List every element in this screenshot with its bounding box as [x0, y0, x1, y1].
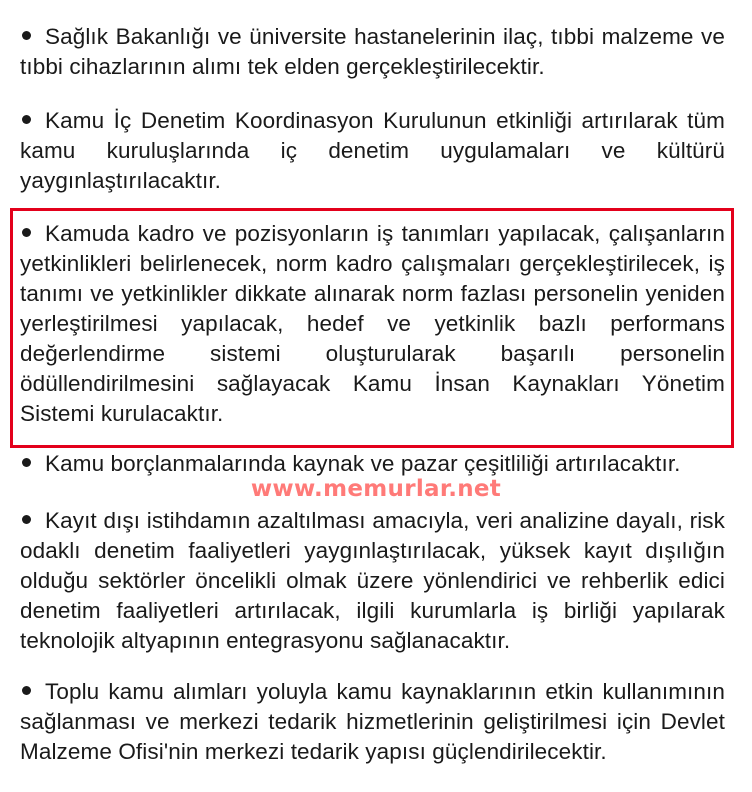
watermark: www.memurlar.net [250, 476, 502, 502]
bullet-dot [22, 228, 31, 237]
bullet-dot [22, 31, 31, 40]
bullet-dot [22, 515, 31, 524]
bullet-paragraph-5 [20, 506, 725, 656]
paragraph-text: Toplu kamu alımları yoluyla kamu kaynaklarının etkin kullanımının sağlanması ve merkezi tedarik hizmetlerinin geliştirilmesi için Devlet Malzeme Ofisi'nin merkezi tedarik yapısı güçlendirilecektir. [20, 679, 725, 764]
bullet-paragraph-4 [20, 449, 725, 479]
paragraph-text: Sağlık Bakanlığı ve üniversite hastanelerinin ilaç, tıbbi malzeme ve tıbbi cihazlarının alımı tek elden gerçekleştirilecektir. [20, 24, 725, 79]
bullet-paragraph-2 [20, 106, 725, 196]
bullet-dot [22, 686, 31, 695]
paragraph-text: Kayıt dışı istihdamın azaltılması amacıyla, veri analizine dayalı, risk odaklı denetim faaliyetleri yaygınlaştırılacak, yüksek kayıt dışılığın olduğu sektörler öncelikli olmak üzere yönlendirici ve rehberlik edici denetim faaliyetleri artırılacak, ilgili kurumlarla iş birliği yapılarak teknolojik altyapının entegrasyonu sağlanacaktır. [20, 508, 725, 653]
bullet-paragraph-6 [20, 677, 725, 767]
paragraph-text: Kamuda kadro ve pozisyonların iş tanımları yapılacak, çalışanların yetkinlikleri belirlenecek, norm kadro çalışmaları gerçekleştirilecek, iş tanımı ve yetkinlikler dikkate alınarak norm fazlası personelin yeniden yerleştirilmesi yapılacak, hedef ve yetkinlik bazlı performans değerlendirme sistemi oluşturularak başarılı personelin ödüllendirilmesini sağlayacak Kamu İnsan Kaynakları Yönetim Sistemi kurulacaktır. [20, 221, 725, 426]
paragraph-text: Kamu borçlanmalarında kaynak ve pazar çeşitliliği artırılacaktır. [45, 451, 681, 476]
bullet-paragraph-3 [20, 219, 725, 429]
paragraph-text: Kamu İç Denetim Koordinasyon Kurulunun etkinliği artırılarak tüm kamu kuruluşlarında iç denetim uygulamaları ve kültürü yaygınlaştırılacaktır. [20, 108, 725, 193]
bullet-paragraph-1 [20, 22, 725, 82]
bullet-dot [22, 458, 31, 467]
bullet-dot [22, 115, 31, 124]
